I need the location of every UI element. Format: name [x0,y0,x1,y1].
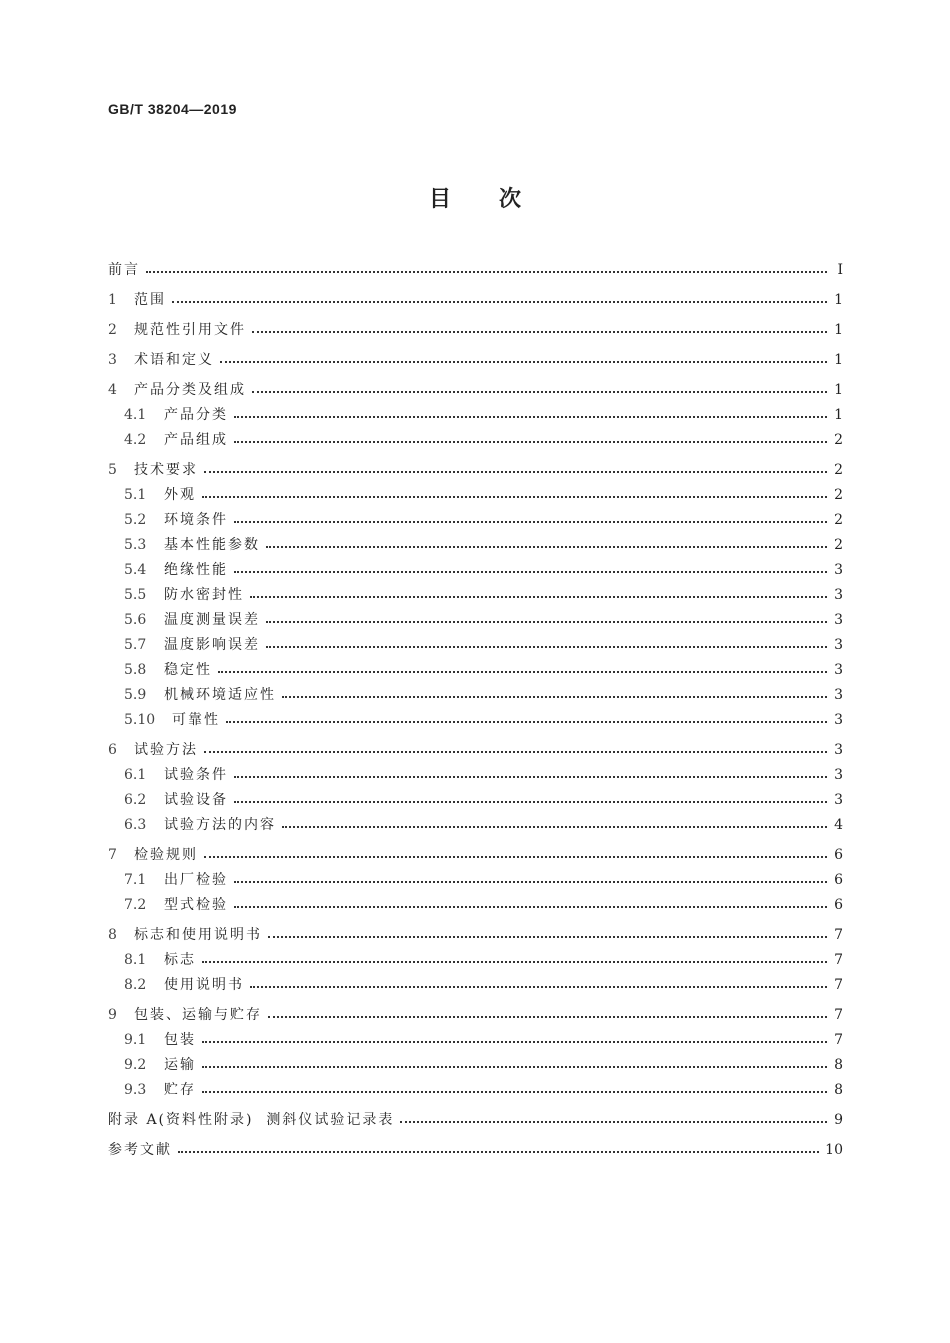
toc-entry-title: 贮存 [164,1082,196,1098]
toc-entry-page: 7 [834,977,843,993]
toc-entry-page: 3 [834,742,843,758]
toc-entry-page: 3 [834,792,843,808]
toc-entry-number: 9 [108,1007,117,1023]
toc-entry-page: 1 [834,292,843,308]
toc-entry[interactable] [108,633,843,658]
toc-entry-number: 7.1 [124,872,147,888]
standard-number: GB/T 38204—2019 [108,101,237,117]
dot-leader [202,961,827,963]
dot-leader [250,596,827,598]
toc-entry-page: 3 [834,767,843,783]
toc-entry-title: 试验设备 [164,792,228,808]
toc-entry-number: 5.8 [124,662,147,678]
toc-entry-page: 9 [834,1112,843,1128]
toc-entry[interactable] [108,458,843,483]
toc-entry-number: 5 [108,462,117,478]
toc-entry-page: 7 [834,1007,843,1023]
toc-entry-title: 试验方法的内容 [164,817,276,833]
toc-entry[interactable] [108,763,843,788]
toc-entry-number: 7 [108,847,117,863]
toc-entry-number: 5.7 [124,637,147,653]
toc-entry-title: 范围 [134,292,166,308]
toc-entry-page: Ⅰ [837,262,843,278]
dot-leader [282,696,827,698]
toc-entry[interactable] [108,1003,843,1028]
toc-entry-number: 4.1 [124,407,147,423]
toc-entry-page: 8 [834,1082,843,1098]
toc-entry[interactable] [108,258,843,283]
toc-entry-page: 4 [834,817,843,833]
toc-entry-title: 可靠性 [172,712,220,728]
toc-entry-title: 产品组成 [164,432,228,448]
toc-entry-page: 8 [834,1057,843,1073]
toc-entry-number: 8.2 [124,977,147,993]
toc-entry-page: 10 [825,1142,843,1158]
toc-entry-title: 试验方法 [134,742,198,758]
toc-entry[interactable] [108,558,843,583]
toc-entry-number: 7.2 [124,897,147,913]
toc-entry-page: 7 [834,952,843,968]
toc-entry-title: 机械环境适应性 [164,687,276,703]
toc-entry-number: 8 [108,927,117,943]
dot-leader [282,826,827,828]
dot-leader [250,986,827,988]
toc-entry-title: 运输 [164,1057,196,1073]
toc-entry[interactable] [108,288,843,313]
toc-entry[interactable] [108,813,843,838]
toc-entry[interactable] [108,658,843,683]
dot-leader [266,546,827,548]
dot-leader [234,801,827,803]
toc-entry-title: 包装、运输与贮存 [134,1007,262,1023]
toc-entry-title: 标志 [164,952,196,968]
toc-entry-page: 3 [834,587,843,603]
toc-entry-title: 温度影响误差 [164,637,260,653]
dot-leader [202,1066,827,1068]
dot-leader [204,471,827,473]
toc-entry[interactable] [108,893,843,918]
toc-entry[interactable] [108,583,843,608]
toc-entry-title: 包装 [164,1032,196,1048]
toc-entry-number: 8.1 [124,952,147,968]
toc-entry[interactable] [108,973,843,998]
toc-entry-title: 规范性引用文件 [134,322,246,338]
toc-entry-page: 3 [834,612,843,628]
toc-entry-title: 稳定性 [164,662,212,678]
toc-entry-title: 产品分类及组成 [134,382,246,398]
toc-entry-number: 4 [108,382,117,398]
toc-entry-page: 2 [834,512,843,528]
toc-entry[interactable] [108,923,843,948]
toc-entry-page: 3 [834,687,843,703]
toc-entry[interactable] [108,1078,843,1103]
toc-entry-title: 前言 [108,262,140,278]
toc-entry[interactable] [108,868,843,893]
toc-entry[interactable] [108,1053,843,1078]
toc-entry-number: 9.2 [124,1057,147,1073]
toc-entry-number: 5.1 [124,487,147,503]
toc-entry-number: 6.1 [124,767,147,783]
toc-entry-number: 5.2 [124,512,147,528]
toc-entry-title: 标志和使用说明书 [134,927,262,943]
dot-leader [234,906,827,908]
toc-entry-title: 绝缘性能 [164,562,228,578]
toc-entry[interactable] [108,348,843,373]
toc-entry-page: 2 [834,537,843,553]
toc-entry[interactable] [108,843,843,868]
toc-entry-number: 5.6 [124,612,147,628]
toc-entry-page: 3 [834,712,843,728]
toc-entry[interactable] [108,738,843,763]
dot-leader [234,881,827,883]
toc-entry-title: 环境条件 [164,512,228,528]
toc-entry-page: 2 [834,487,843,503]
toc-entry-title: 参考文献 [108,1142,172,1158]
dot-leader [234,521,827,523]
toc-entry-number: 5.4 [124,562,147,578]
dot-leader [252,391,827,393]
toc-entry[interactable] [108,318,843,343]
toc-entry-title: 出厂检验 [164,872,228,888]
toc-entry-number: 6.3 [124,817,147,833]
toc-entry[interactable] [108,533,843,558]
dot-leader [234,416,827,418]
toc-entry-title: 术语和定义 [134,352,214,368]
dot-leader [218,671,827,673]
toc-entry-number: 4.2 [124,432,147,448]
toc-entry[interactable] [108,683,843,708]
dot-leader [146,271,827,273]
dot-leader [202,1041,827,1043]
dot-leader [226,721,827,723]
dot-leader [252,331,827,333]
toc-entry-page: 7 [834,1032,843,1048]
table-of-contents [108,258,843,1163]
toc-entry[interactable] [108,403,843,428]
toc-entry[interactable] [108,1138,843,1163]
toc-entry-title: 检验规则 [134,847,198,863]
toc-entry-number: 1 [108,292,117,308]
dot-leader [220,361,827,363]
toc-entry-number: 6.2 [124,792,147,808]
toc-entry[interactable] [108,708,843,733]
toc-entry[interactable] [108,948,843,973]
toc-entry-page: 3 [834,562,843,578]
toc-entry[interactable] [108,508,843,533]
toc-entry-page: 3 [834,637,843,653]
toc-entry-number: 9.3 [124,1082,147,1098]
toc-entry-page: 2 [834,432,843,448]
toc-entry-page: 6 [834,897,843,913]
toc-entry-number: 5.5 [124,587,147,603]
dot-leader [234,571,827,573]
dot-leader [266,621,827,623]
toc-entry-title: 使用说明书 [164,977,244,993]
toc-entry-title: 型式检验 [164,897,228,913]
toc-entry-page: 6 [834,847,843,863]
toc-entry-number: 5.9 [124,687,147,703]
toc-entry-page: 1 [834,322,843,338]
toc-entry-title: 附录 A(资料性附录) 测斜仪试验记录表 [108,1112,395,1128]
dot-leader [234,441,827,443]
toc-entry-title: 温度测量误差 [164,612,260,628]
toc-entry-page: 3 [834,662,843,678]
toc-entry-title: 试验条件 [164,767,228,783]
toc-entry[interactable] [108,1028,843,1053]
toc-entry[interactable] [108,428,843,453]
toc-entry-page: 1 [834,382,843,398]
toc-entry-number: 6 [108,742,117,758]
dot-leader [202,496,827,498]
toc-entry-number: 3 [108,352,117,368]
dot-leader [266,646,827,648]
toc-entry[interactable] [108,378,843,403]
dot-leader [202,1091,827,1093]
toc-entry-page: 1 [834,352,843,368]
toc-entry-number: 2 [108,322,117,338]
dot-leader [268,1016,827,1018]
toc-entry[interactable] [108,788,843,813]
toc-entry-number: 5.10 [124,712,156,728]
dot-leader [234,776,827,778]
toc-entry-title: 外观 [164,487,196,503]
page-title: 目次 [428,187,569,212]
dot-leader [172,301,827,303]
toc-entry-page: 6 [834,872,843,888]
toc-entry[interactable] [108,1108,843,1133]
toc-entry[interactable] [108,483,843,508]
toc-entry-title: 防水密封性 [164,587,244,603]
toc-entry-page: 2 [834,462,843,478]
toc-entry-number: 5.3 [124,537,147,553]
dot-leader [204,856,827,858]
dot-leader [204,751,827,753]
toc-entry[interactable] [108,608,843,633]
toc-entry-title: 技术要求 [134,462,198,478]
toc-entry-number: 9.1 [124,1032,147,1048]
toc-entry-title: 产品分类 [164,407,228,423]
dot-leader [268,936,827,938]
toc-entry-title: 基本性能参数 [164,537,260,553]
toc-entry-page: 7 [834,927,843,943]
dot-leader [400,1121,827,1123]
dot-leader [178,1151,819,1153]
toc-entry-page: 1 [834,407,843,423]
